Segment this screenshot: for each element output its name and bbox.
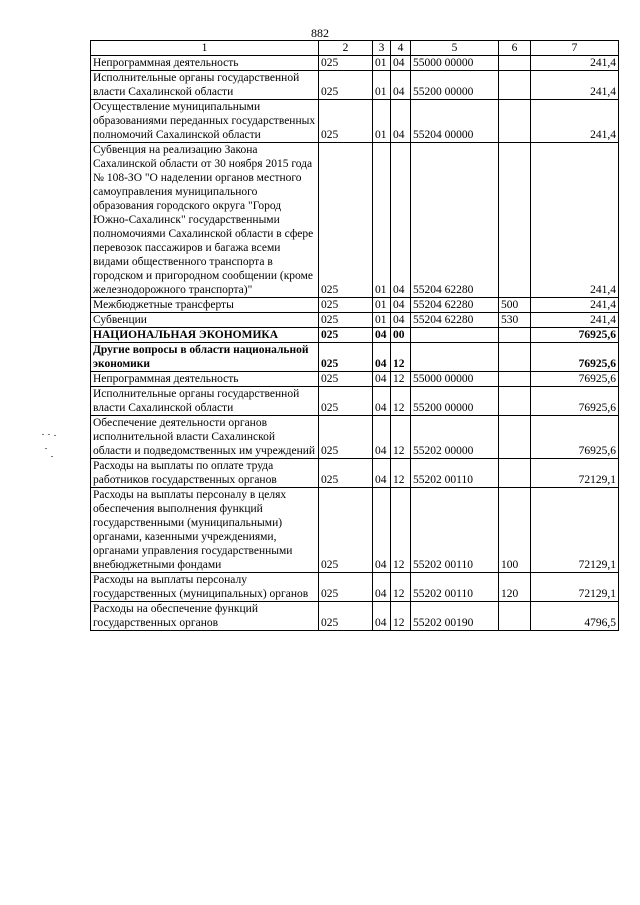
amount-cell: 72129,1 [531,573,619,602]
amount-cell: 241,4 [531,71,619,100]
amount-cell: 76925,6 [531,372,619,387]
target-article-cell: 55202 00110 [411,573,499,602]
subsection-code-cell: 04 [391,100,411,143]
section-code-cell: 01 [373,298,391,313]
subsection-code-cell: 12 [391,387,411,416]
target-article-cell: 55000 00000 [411,372,499,387]
ministry-code-cell: 025 [319,328,373,343]
expense-type-cell [499,416,531,459]
page-number: 882 [311,26,329,40]
subsection-code-cell: 12 [391,488,411,573]
table-row [91,143,619,298]
expense-type-cell [499,343,531,372]
ministry-code-cell: 025 [319,71,373,100]
table-row [91,387,619,416]
expense-type-cell: 120 [499,573,531,602]
scan-margin-specks [40,430,60,470]
ministry-code-cell: 025 [319,488,373,573]
target-article-cell: 55200 00000 [411,387,499,416]
table-row [91,416,619,459]
subsection-code-cell: 12 [391,459,411,488]
table-header-row [91,41,619,56]
section-code-cell: 01 [373,56,391,71]
section-code-cell: 04 [373,328,391,343]
target-article-cell [411,343,499,372]
subsection-code-cell: 12 [391,573,411,602]
amount-cell: 241,4 [531,100,619,143]
table-row [91,372,619,387]
ministry-code-cell: 025 [319,459,373,488]
header-cell: 4 [391,41,411,56]
subsection-code-cell: 12 [391,602,411,631]
expense-type-cell [499,372,531,387]
target-article-cell: 55000 00000 [411,56,499,71]
header-cell: 1 [91,41,319,56]
ministry-code-cell: 025 [319,573,373,602]
header-cell: 3 [373,41,391,56]
subsection-code-cell: 12 [391,416,411,459]
ministry-code-cell: 025 [319,56,373,71]
item-name-cell: Межбюджетные трансферты [91,298,319,313]
ministry-code-cell: 025 [319,143,373,298]
expense-type-cell [499,71,531,100]
item-name-cell: Расходы на обеспечение функций государственных органов [91,602,319,631]
section-code-cell: 01 [373,143,391,298]
table-row [91,602,619,631]
header-cell: 6 [499,41,531,56]
subsection-code-cell: 04 [391,56,411,71]
amount-cell: 76925,6 [531,343,619,372]
subsection-code-cell: 12 [391,343,411,372]
table-row [91,459,619,488]
item-name-cell: Обеспечение деятельности органов исполнительной власти Сахалинской области и подведомственных им учреждений [91,416,319,459]
section-code-cell: 01 [373,71,391,100]
item-name-cell: Расходы на выплаты по оплате труда работников государственных органов [91,459,319,488]
section-code-cell: 04 [373,372,391,387]
target-article-cell: 55204 62280 [411,298,499,313]
target-article-cell: 55202 00190 [411,602,499,631]
subsection-code-cell: 04 [391,313,411,328]
item-name-cell: Субвенция на реализацию Закона Сахалинской области от 30 ноября 2015 года № 108-ЗО "О наделении органов местного самоуправления муниципального образования городского округа "Город Южно-Сахалинск" государственными полномочиями Сахалинской области в сфере перевозок пассажиров и багажа всеми видами общественного транспорта в городском и пригородном сообщении (кроме железнодорожного транспорта)" [91,143,319,298]
target-article-cell: 55204 00000 [411,100,499,143]
expense-type-cell: 530 [499,313,531,328]
target-article-cell: 55202 00000 [411,416,499,459]
table-row [91,71,619,100]
expense-type-cell: 100 [499,488,531,573]
subsection-code-cell: 00 [391,328,411,343]
subsection-code-cell: 12 [391,372,411,387]
table-row [91,100,619,143]
amount-cell: 241,4 [531,143,619,298]
table-row [91,328,619,343]
amount-cell: 241,4 [531,56,619,71]
expense-type-cell [499,143,531,298]
budget-table [90,40,619,631]
section-code-cell: 04 [373,573,391,602]
item-name-cell: Непрограммная деятельность [91,372,319,387]
amount-cell: 72129,1 [531,459,619,488]
header-cell: 2 [319,41,373,56]
subsection-code-cell: 04 [391,71,411,100]
section-code-cell: 04 [373,387,391,416]
ministry-code-cell: 025 [319,416,373,459]
table-row [91,298,619,313]
table-row [91,56,619,71]
target-article-cell: 55202 00110 [411,488,499,573]
ministry-code-cell: 025 [319,100,373,143]
ministry-code-cell: 025 [319,343,373,372]
item-name-cell: Непрограммная деятельность [91,56,319,71]
header-cell: 7 [531,41,619,56]
target-article-cell: 55202 00110 [411,459,499,488]
item-name-cell: Исполнительные органы государственной власти Сахалинской области [91,387,319,416]
subsection-code-cell: 04 [391,143,411,298]
item-name-cell: Осуществление муниципальными образованиями переданных государственных полномочий Сахалинской области [91,100,319,143]
expense-type-cell: 500 [499,298,531,313]
section-code-cell: 01 [373,100,391,143]
table-row [91,313,619,328]
item-name-cell: Субвенции [91,313,319,328]
expense-type-cell [499,459,531,488]
item-name-cell: Расходы на выплаты персоналу государственных (муниципальных) органов [91,573,319,602]
amount-cell: 72129,1 [531,488,619,573]
amount-cell: 76925,6 [531,416,619,459]
table-row [91,343,619,372]
table-row [91,573,619,602]
expense-type-cell [499,602,531,631]
header-cell: 5 [411,41,499,56]
expense-type-cell [499,56,531,71]
section-code-cell: 04 [373,488,391,573]
amount-cell: 76925,6 [531,387,619,416]
ministry-code-cell: 025 [319,298,373,313]
target-article-cell: 55204 62280 [411,313,499,328]
expense-type-cell [499,328,531,343]
amount-cell: 4796,5 [531,602,619,631]
target-article-cell: 55204 62280 [411,143,499,298]
amount-cell: 241,4 [531,313,619,328]
ministry-code-cell: 025 [319,372,373,387]
expense-type-cell [499,387,531,416]
subsection-code-cell: 04 [391,298,411,313]
section-code-cell: 04 [373,602,391,631]
amount-cell: 76925,6 [531,328,619,343]
section-code-cell: 04 [373,416,391,459]
target-article-cell [411,328,499,343]
item-name-cell: НАЦИОНАЛЬНАЯ ЭКОНОМИКА [91,328,319,343]
item-name-cell: Другие вопросы в области национальной экономики [91,343,319,372]
target-article-cell: 55200 00000 [411,71,499,100]
item-name-cell: Исполнительные органы государственной власти Сахалинской области [91,71,319,100]
ministry-code-cell: 025 [319,602,373,631]
item-name-cell: Расходы на выплаты персоналу в целях обеспечения выполнения функций государственными (муниципальными) органами, казенными учреждениями, органами управления государственными внебюджетными фондами [91,488,319,573]
section-code-cell: 04 [373,459,391,488]
section-code-cell: 01 [373,313,391,328]
amount-cell: 241,4 [531,298,619,313]
ministry-code-cell: 025 [319,387,373,416]
table-row [91,488,619,573]
ministry-code-cell: 025 [319,313,373,328]
expense-type-cell [499,100,531,143]
section-code-cell: 04 [373,343,391,372]
